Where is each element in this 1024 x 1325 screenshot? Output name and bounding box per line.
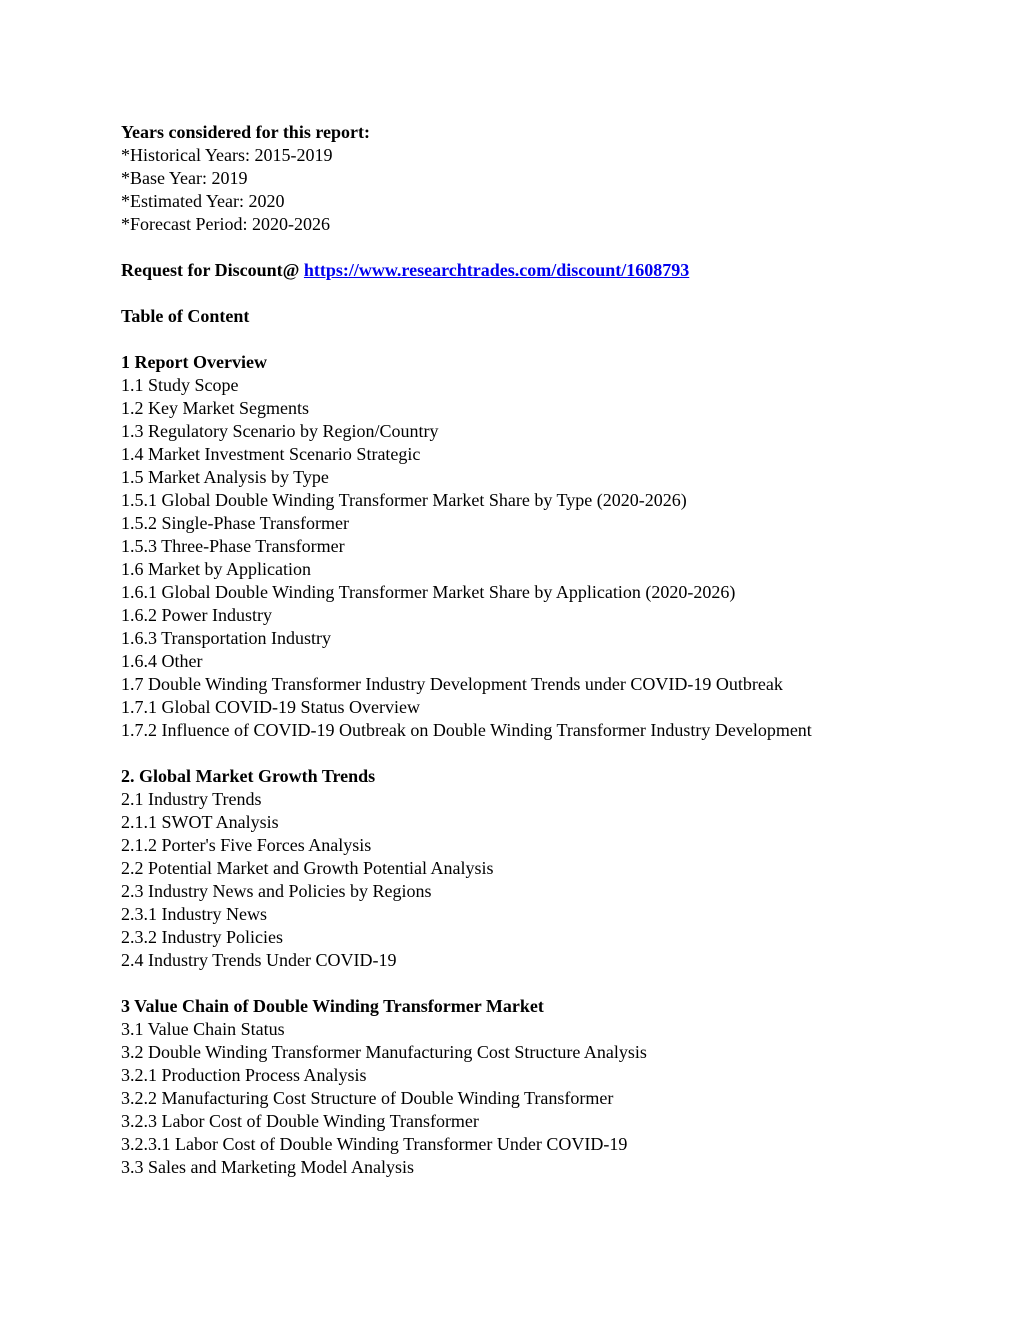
toc-item: 1.5 Market Analysis by Type (121, 467, 329, 487)
toc-item: 1.1 Study Scope (121, 375, 239, 395)
spacer (121, 282, 1001, 305)
discount-link[interactable]: https://www.researchtrades.com/discount/1608793 (303, 260, 690, 280)
toc-item: 3.2.3.1 Labor Cost of Double Winding Transformer Under COVID-19 (121, 1134, 628, 1154)
toc-item: 1.6.3 Transportation Industry (121, 628, 332, 648)
toc-item: 2.1.1 SWOT Analysis (121, 812, 279, 832)
table-of-contents (121, 351, 1001, 1179)
toc-item: 3.1 Value Chain Status (121, 1019, 285, 1039)
toc-item: 1.3 Regulatory Scenario by Region/Country (121, 421, 439, 441)
toc-item: 2.1.2 Porter's Five Forces Analysis (121, 835, 372, 855)
toc-item: 1.6 Market by Application (121, 559, 311, 579)
toc-section-heading: 1 Report Overview (121, 352, 267, 372)
toc-item: 3.3 Sales and Marketing Model Analysis (121, 1157, 414, 1177)
toc-item: 3.2.2 Manufacturing Cost Structure of Double Winding Transformer (121, 1088, 614, 1108)
toc-item: 3.2 Double Winding Transformer Manufacturing Cost Structure Analysis (121, 1042, 647, 1062)
toc-item: 1.6.4 Other (121, 651, 203, 671)
toc-item: 2.1 Industry Trends (121, 789, 262, 809)
toc-item: 2.3.2 Industry Policies (121, 927, 283, 947)
toc-item: 1.7.2 Influence of COVID-19 Outbreak on Double Winding Transformer Industry Development (121, 720, 812, 740)
document-page (121, 121, 1001, 1179)
toc-item: 1.7 Double Winding Transformer Industry Development Trends under COVID-19 Outbreak (121, 674, 783, 694)
toc-item: 3.2.1 Production Process Analysis (121, 1065, 367, 1085)
toc-item: 1.6.2 Power Industry (121, 605, 272, 625)
toc-section-heading: 2. Global Market Growth Trends (121, 766, 376, 786)
toc-item: 2.3.1 Industry News (121, 904, 267, 924)
discount-label: Request for Discount@ (121, 260, 300, 280)
years-heading: Years considered for this report: (121, 122, 370, 142)
years-item-forecast: *Forecast Period: 2020-2026 (121, 214, 330, 234)
toc-item: 1.5.3 Three-Phase Transformer (121, 536, 345, 556)
toc-item: 2.4 Industry Trends Under COVID-19 (121, 950, 397, 970)
toc-item: 2.3 Industry News and Policies by Regions (121, 881, 432, 901)
toc-item: 2.2 Potential Market and Growth Potential Analysis (121, 858, 494, 878)
toc-title: Table of Content (121, 306, 250, 326)
years-block (121, 121, 1001, 236)
spacer (121, 742, 1001, 765)
toc-section (121, 351, 1001, 742)
toc-item: 1.5.2 Single-Phase Transformer (121, 513, 349, 533)
spacer (121, 236, 1001, 259)
toc-section-heading: 3 Value Chain of Double Winding Transformer Market (121, 996, 544, 1016)
years-item-estimated: *Estimated Year: 2020 (121, 191, 285, 211)
spacer (121, 328, 1001, 351)
toc-item: 1.4 Market Investment Scenario Strategic (121, 444, 421, 464)
years-item-historical: *Historical Years: 2015-2019 (121, 145, 333, 165)
spacer (121, 972, 1001, 995)
years-item-base: *Base Year: 2019 (121, 168, 248, 188)
toc-section (121, 995, 1001, 1179)
toc-item: 1.5.1 Global Double Winding Transformer Market Share by Type (2020-2026) (121, 490, 687, 510)
discount-line (121, 259, 1001, 282)
toc-item: 3.2.3 Labor Cost of Double Winding Transformer (121, 1111, 479, 1131)
toc-item: 1.7.1 Global COVID-19 Status Overview (121, 697, 420, 717)
toc-item: 1.2 Key Market Segments (121, 398, 309, 418)
toc-item: 1.6.1 Global Double Winding Transformer Market Share by Application (2020-2026) (121, 582, 736, 602)
toc-section (121, 765, 1001, 972)
